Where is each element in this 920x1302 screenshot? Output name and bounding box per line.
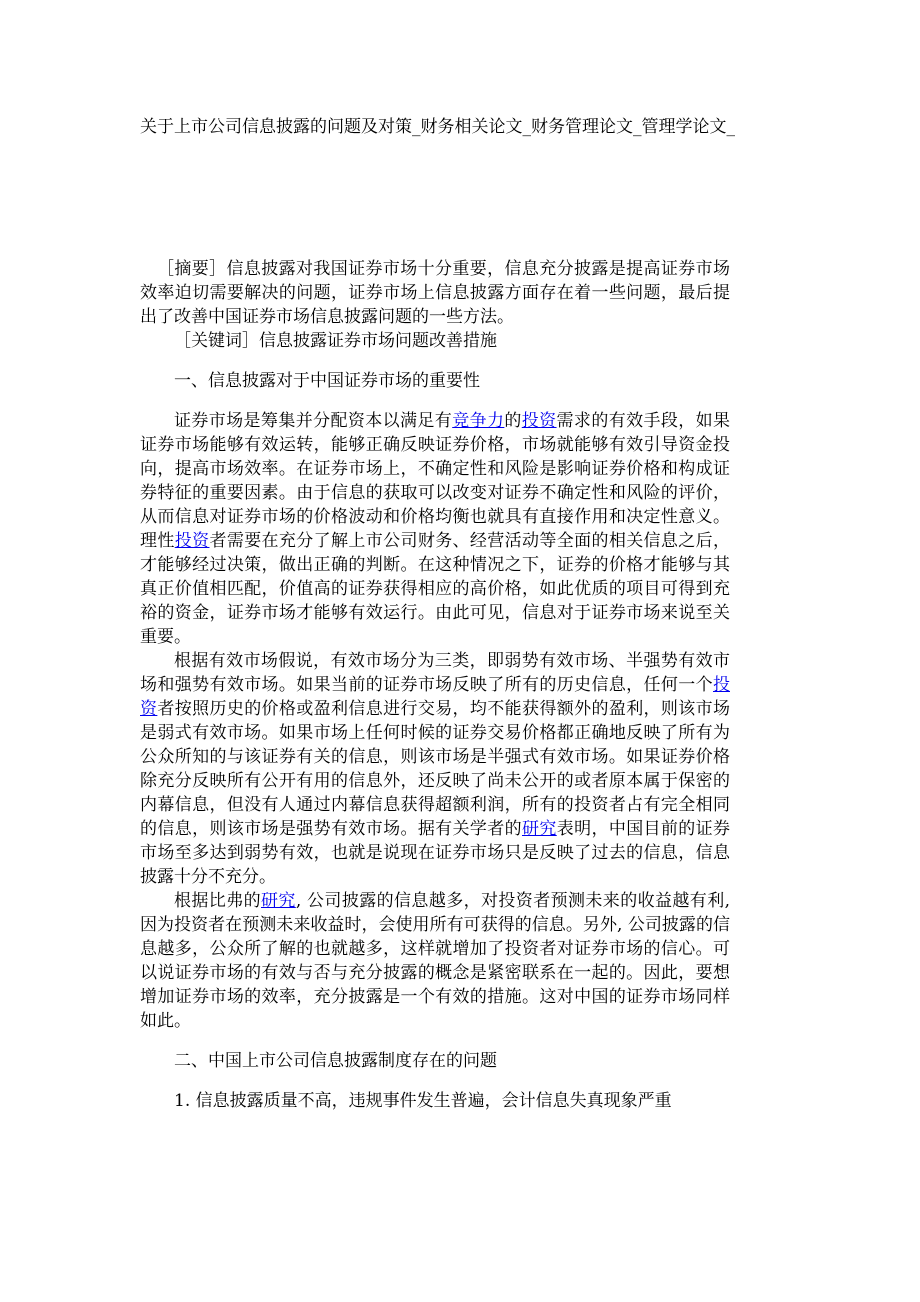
link-research[interactable]: 研究	[261, 891, 296, 911]
text-run: 根据比弗的	[174, 891, 261, 911]
section-1-heading: 一、信息披露对于中国证券市场的重要性	[174, 371, 480, 391]
document-title: 关于上市公司信息披露的问题及对策_财务相关论文_财务管理论文_管理学论文_	[140, 117, 735, 137]
text-run: , 公司披露的信息越多，对投资者预测未来的收益越有利, 因为投资者在预测未来收益时，会使用所有可获得的信息。另外, 公司披露的信息越多，公众所了解的也就越多，这样就增加了投资者对证券市场的信心。可以说证券市场的有效与否与充分披露的概念是紧密联系在一起的。因此，要想增加证券市场的效率，充分披露是一个有效的措施。这对中国的证券市场同样如此。	[140, 891, 731, 1031]
paragraph-1	[140, 409, 730, 649]
text-run: 证券市场是筹集并分配资本以满足有	[174, 411, 453, 431]
paragraph-2	[140, 649, 730, 889]
document-body	[140, 257, 730, 1113]
text-run: 根据有效市场假说，有效市场分为三类，即弱势有效市场、半强势有效市场和强势有效市场。如果当前的证券市场反映了所有的历史信息，任何一个	[140, 651, 730, 695]
paragraph-3	[140, 889, 730, 1033]
link-investment[interactable]: 投资	[521, 411, 557, 431]
list-item-1: 1. 信息披露质量不高，违规事件发生普遍，会计信息失真现象严重	[174, 1091, 672, 1111]
link-competitiveness[interactable]: 竞争力	[452, 411, 505, 431]
text-run: 的	[504, 411, 522, 431]
abstract-paragraph: ［摘要］信息披露对我国证券市场十分重要，信息充分披露是提高证券市场效率迫切需要解决的问题，证券市场上信息披露方面存在着一些问题，最后提出了改善中国证券市场信息披露问题的一些方法。	[140, 259, 730, 327]
section-2-heading: 二、中国上市公司信息披露制度存在的问题	[174, 1051, 497, 1071]
keywords-paragraph: ［关键词］信息披露证券市场问题改善措施	[174, 331, 497, 351]
text-run: 者需要在充分了解上市公司财务、经营活动等全面的相关信息之后，才能够经过决策，做出正确的判断。在这种情况之下，证券的价格才能够与其真正价值相匹配，价值高的证券获得相应的高价格，如此优质的项目可得到充裕的资金，证券市场才能够有效运行。由此可见，信息对于证券市场来说至关重要。	[140, 531, 731, 647]
link-investment[interactable]: 投资	[140, 675, 730, 719]
text-run: 表明，中国目前的证券市场至多达到弱势有效，也就是说现在证券市场只是反映了过去的信息，信息披露十分不充分。	[140, 819, 731, 887]
text-run: 者按照历史的价格或盈利信息进行交易，均不能获得额外的盈利，则该市场是弱式有效市场。如果市场上任何时候的证券交易价格都正确地反映了所有为公众所知的与该证券有关的信息，则该市场是半强式有效市场。如果证券价格除充分反映所有公开有用的信息外，还反映了尚未公开的或者原本属于保密的内幕信息，但没有人通过内幕信息获得超额利润，所有的投资者占有完全相同的信息，则该市场是强势有效市场。据有关学者的	[140, 699, 731, 839]
link-investment[interactable]: 投资	[174, 531, 210, 551]
link-research[interactable]: 研究	[522, 819, 557, 839]
text-run: 需求的有效手段，如果证券市场能够有效运转，能够正确反映证券价格，市场就能够有效引导资金投向，提高市场效率。在证券市场上，不确定性和风险是影响证券价格和构成证券特征的重要因素。由于信息的获取可以改变对证券不确定性和风险的评价，从而信息对证券市场的价格波动和价格均衡也就具有直接作用和决定性意义。理性	[140, 411, 731, 551]
